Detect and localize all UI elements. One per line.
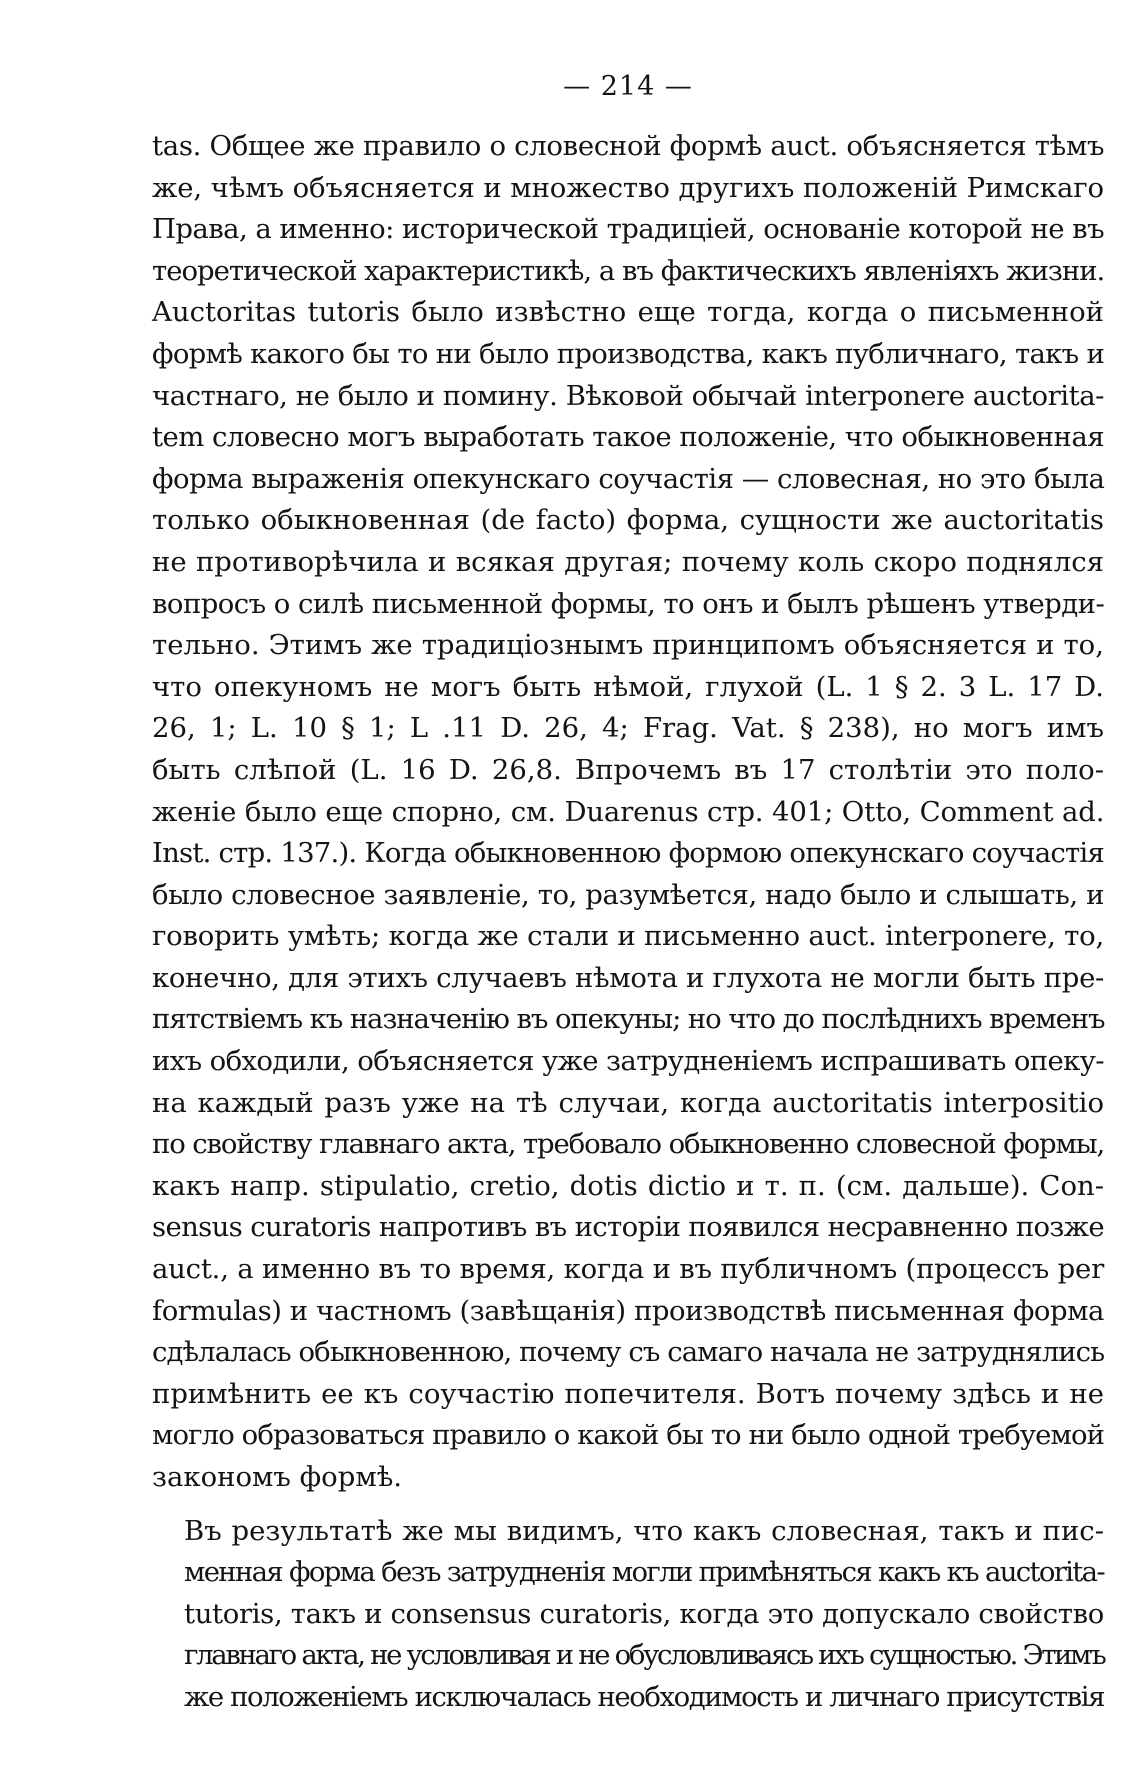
text-line: теоретической характеристикѣ, а въ фактическихъ явленіяхъ жизни. [152, 254, 1105, 287]
text-line: пятствіемъ къ назначенію въ опекуны; но что до послѣднихъ временъ [152, 1003, 1105, 1036]
text-line: что опекуномъ не могъ быть нѣмой, глухой (L. 1 § 2. 3 L. 17 D. [152, 670, 1104, 703]
text-line: не противорѣчила и всякая другая; почему коль скоро поднялся [152, 545, 1104, 578]
text-line: на каждый разъ уже на тѣ случаи, когда auctoritatis interpositio [152, 1086, 1104, 1119]
text-line: tem словесно могъ выработать такое положеніе, что обыкновенная [152, 421, 1104, 454]
text-line: менная форма безъ затрудненія могли примѣняться какъ къ auctorita- [184, 1556, 1104, 1589]
text-line: tas. Общее же правило о словесной формѣ auct. объясняется тѣмъ [152, 130, 1105, 162]
paragraph-2 [152, 1511, 1104, 1719]
text-line: Inst. стр. 137.). Когда обыкновенною формою опекунскаго соучастія [152, 837, 1104, 870]
text-line: только обыкновенная (de facto) форма, сущности же auctoritatis [152, 504, 1104, 537]
text-line: быть слѣпой (L. 16 D. 26,8. Впрочемъ въ 17 столѣтіи это поло- [152, 753, 1104, 786]
text-line: частнаго, не было и помину. Вѣковой обычай interponere auctorita- [152, 379, 1104, 412]
text-line: Въ результатѣ же мы видимъ, что какъ словесная, такъ и пис- [184, 1514, 1104, 1547]
text-line: вопросъ о силѣ письменной формы, то онъ и былъ рѣшенъ утверди- [152, 587, 1105, 620]
text-line: сдѣлалась обыкновенною, почему съ самаго начала не затруднялись [152, 1336, 1105, 1369]
text-line: ихъ обходили, объясняется уже затрудненіемъ испрашивать опеку- [152, 1045, 1104, 1078]
text-line: говорить умѣть; когда же стали и письменно auct. interponere, то, [152, 920, 1104, 953]
text-line: форма выраженія опекунскаго соучастія — словесная, но это была [152, 462, 1105, 495]
text-line: формѣ какого бы то ни было производства, какъ публичнаго, такъ и [152, 337, 1105, 370]
page-number: — 214 — [563, 71, 693, 102]
text-line: главнаго акта, не условливая и не обусловливаясь ихъ сущностью. Этимъ [184, 1639, 1105, 1672]
book-page [152, 70, 1104, 1719]
text-line: конечно, для этихъ случаевъ нѣмота и глухота не могли быть пре- [152, 961, 1104, 994]
text-line: Auctoritas tutoris было извѣстно еще тогда, когда о письменной [152, 296, 1104, 329]
text-line: formulas) и частномъ (завѣщанія) производствѣ письменная форма [152, 1294, 1104, 1327]
text-line: закономъ формѣ. [152, 1461, 403, 1493]
text-line: же, чѣмъ объясняется и множество другихъ положеній Римскаго [152, 171, 1104, 204]
text-line: tutoris, такъ и consensus curatoris, когда это допускало свойство [184, 1597, 1104, 1630]
text-line: какъ напр. stipulatio, cretio, dotis dictio и т. п. (см. дальше). Con- [152, 1169, 1104, 1202]
text-line: по свойству главнаго акта, требовало обыкновенно словесной формы, [152, 1128, 1105, 1161]
text-line: тельно. Этимъ же традиціознымъ принципомъ объясняется и то, [152, 629, 1104, 662]
text-line: было словесное заявленіе, то, разумѣется, надо было и слышать, и [152, 878, 1104, 911]
text-line: примѣнить ее къ соучастію попечителя. Вотъ почему здѣсь и не [152, 1377, 1104, 1410]
text-line: sensus curatoris напротивъ въ исторіи появился несравненно позже [152, 1211, 1104, 1244]
text-line: auct., а именно въ то время, когда и въ публичномъ (процессъ per [152, 1253, 1104, 1286]
paragraph-1 [152, 126, 1104, 1499]
text-line: Права, а именно: исторической традиціей, основаніе которой не въ [152, 213, 1104, 246]
text-line: 26, 1; L. 10 § 1; L .11 D. 26, 4; Frag. Vat. § 238), но могъ имъ [152, 712, 1104, 745]
text-line: женіе было еще спорно, см. Duarenus стр. 401; Otto, Comment ad. [152, 795, 1105, 828]
text-line: же положеніемъ исключалась необходимость и личнаго присутствія [184, 1680, 1104, 1713]
text-line: могло образоваться правило о какой бы то ни было одной требуемой [152, 1419, 1105, 1452]
